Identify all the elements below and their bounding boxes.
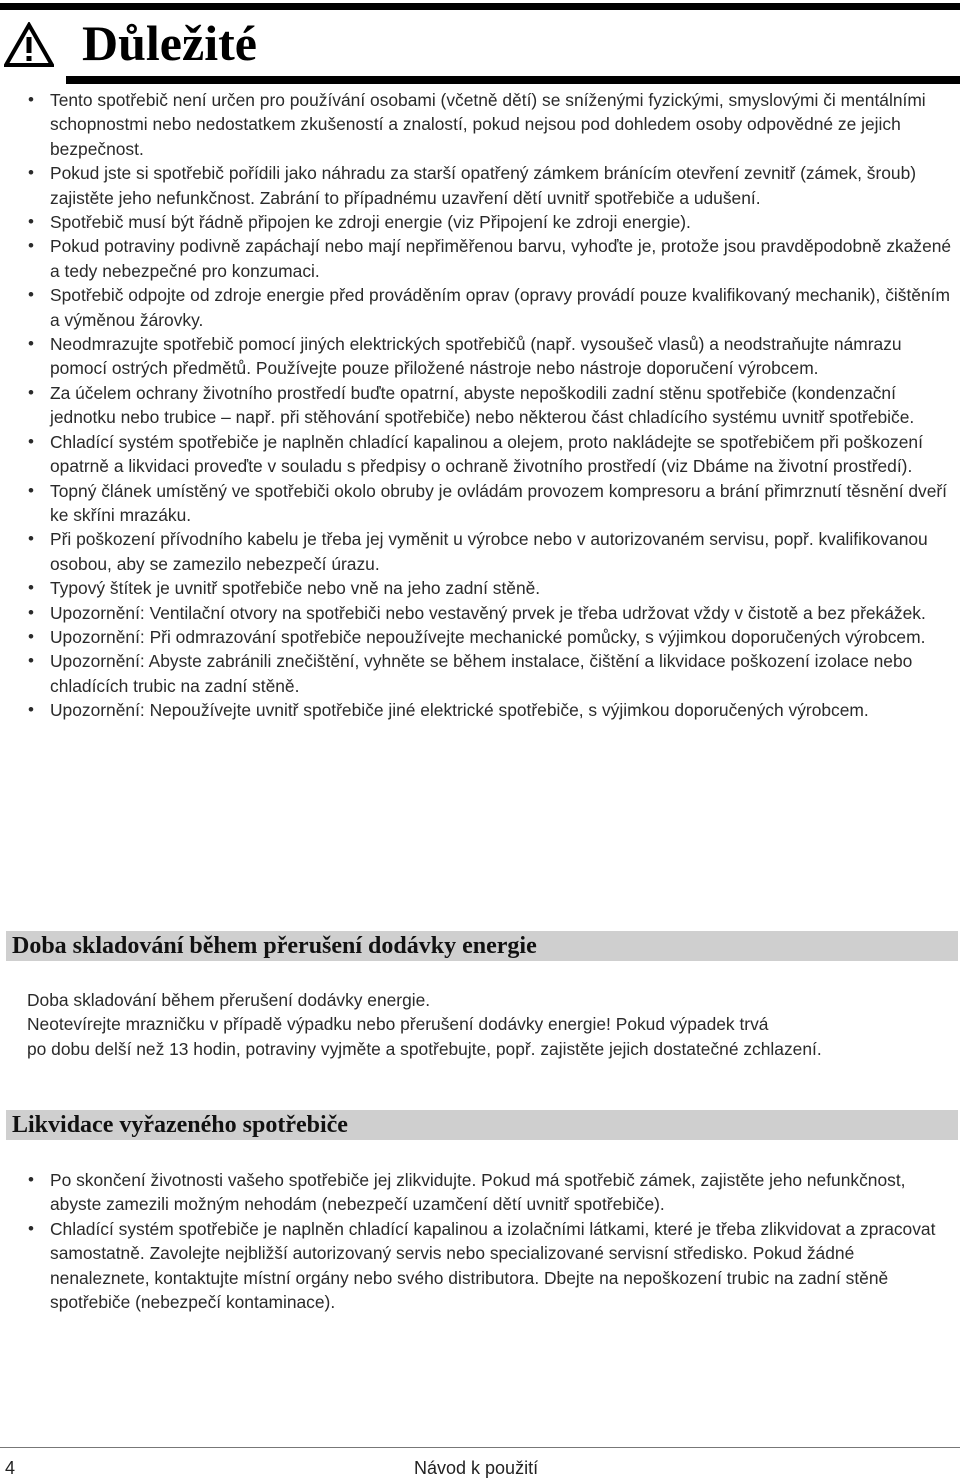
list-item: • Upozornění: Při odmrazování spotřebiče nepoužívejte mechanické pomůcky, s výjimkou doporučených výrobcem. xyxy=(28,626,926,647)
list-item: • Po skončení životnosti vašeho spotřebiče jej zlikvidujte. Pokud má spotřebič zámek, zajistěte jeho nefunkčnost, abyste zamezili možným nehodám (nebezpečí uzamčení dětí uvnitř spotřebiče). xyxy=(28,1170,906,1215)
header-bottom-rule xyxy=(66,76,960,84)
list-item: • Topný článek umístěný ve spotřebiči okolo obruby je ovládám provozem kompresoru a brání přimrznutí těsnění dveří ke skříni mrazáku. xyxy=(28,480,948,525)
list-item: • Spotřebič musí být řádně připojen ke zdroji energie (viz Připojení ke zdroji energie). xyxy=(28,212,691,233)
section-heading-disposal: Likvidace vyřazeného spotřebiče xyxy=(12,1112,348,1138)
section-heading-bar xyxy=(6,1110,958,1140)
header-top-rule xyxy=(0,3,960,10)
warning-triangle-icon xyxy=(4,22,54,68)
section-heading-bar xyxy=(6,931,958,961)
page-number: 4 xyxy=(5,1458,16,1478)
section-heading-storage: Doba skladování během přerušení dodávky energie xyxy=(12,933,537,959)
list-item: • Chladící systém spotřebiče je naplněn chladící kapalinou a izolačními látkami, které je třeba zlikvidovat a zpracovat samostatně. Zavolejte nejbližší autorizovaný servis nebo specializované servisní středisko. Pokud žádné nenaleznete, kontaktujte místní orgány nebo svého distributora. Dbejte na nepoškození trubic na zadní stěně spotřebiče (nebezpečí kontaminace). xyxy=(28,1218,936,1313)
footer-label: Návod k použití xyxy=(414,1458,539,1478)
important-list xyxy=(0,88,960,723)
page-header xyxy=(0,10,960,70)
footer-rule xyxy=(0,1447,960,1448)
list-item: • Neodmrazujte spotřebič pomocí jiných elektrických spotřebičů (např. vysoušeč vlasů) a neodstraňujte námrazu pomocí ostrých předmětů. Používejte pouze přiložené nástroje nebo nástroje doporučení výrobcem. xyxy=(28,334,902,379)
list-item: • Upozornění: Ventilační otvory na spotřebiči nebo vestavěný prvek je třeba udržovat vždy v čistotě a bez překážek. xyxy=(28,602,926,623)
list-item: • Za účelem ochrany životního prostředí buďte opatrní, abyste nepoškodili zadní stěnu spotřebiče (kondenzační jednotku nebo trubice – např. při stěhování spotřebiče) nebo některou část chladícího systému uvnitř spotřebiče. xyxy=(28,382,915,428)
list-item: • Chladící systém spotřebiče je naplněn chladící kapalinou a olejem, proto nakládejte se spotřebičem při poškození opatrně a likvidaci proveďte v souladu s předpisy o ochraně životního prostředí (viz Dbáme na životní prostředí). xyxy=(28,431,923,477)
list-item: • Pokud jste si spotřebič pořídili jako náhradu za starší opatřený zámkem bránícím otevření zevnitř (zámek, šroub) zajistěte jeho nefunkčnost. Zabrání to případnému uzavření dětí uvnitř spotřebiče a udušení. xyxy=(28,163,917,208)
storage-paragraph xyxy=(27,988,952,1061)
list-item: • Upozornění: Nepoužívejte uvnitř spotřebiče jiné elektrické spotřebiče, s výjimkou doporučených výrobcem. xyxy=(28,700,869,721)
page-title: Důležité xyxy=(82,15,257,71)
list-item: • Upozornění: Abyste zabránili znečištění, vyhněte se během instalace, čištění a likvidace poškození izolace nebo chladících trubic na zadní stěně. xyxy=(28,651,913,696)
disposal-list xyxy=(0,1168,960,1314)
paragraph-line: po dobu delší než 13 hodin, potraviny vyjměte a spotřebujte, popř. zajistěte jejich dostatečné zchlazení. xyxy=(27,1038,822,1059)
list-item: • Typový štítek je uvnitř spotřebiče nebo vně na jeho zadní stěně. xyxy=(28,578,541,599)
list-item: • Při poškození přívodního kabelu je třeba jej vyměnit u výrobce nebo v autorizovaném servisu, popř. kvalifikovanou osobou, aby se zamezilo nebezpečí úrazu. xyxy=(28,529,928,574)
paragraph-line: Neotevírejte mrazničku v případě výpadku nebo přerušení dodávky energie! Pokud výpadek trvá xyxy=(27,1014,769,1035)
list-item: • Tento spotřebič není určen pro používání osobami (včetně dětí) se sníženými fyzickými, smyslovými či mentálními schopnostmi nebo nedostatkem zkušeností a znalostí, pokud nejsou pod dohledem osoby odpovědné ze jejich bezpečnost. xyxy=(28,90,926,159)
list-item: • Pokud potraviny podivně zapáchají nebo mají nepřiměřenou barvu, vyhoďte je, protože jsou pravděpodobně zkažené a tedy nebezpečné pro konzumaci. xyxy=(28,236,952,281)
paragraph-line: Doba skladování během přerušení dodávky energie. xyxy=(27,990,431,1010)
list-item: • Spotřebič odpojte od zdroje energie před prováděním oprav (opravy provádí pouze kvalifikovaný mechanik), čištěním a výměnou žárovky. xyxy=(28,285,950,330)
